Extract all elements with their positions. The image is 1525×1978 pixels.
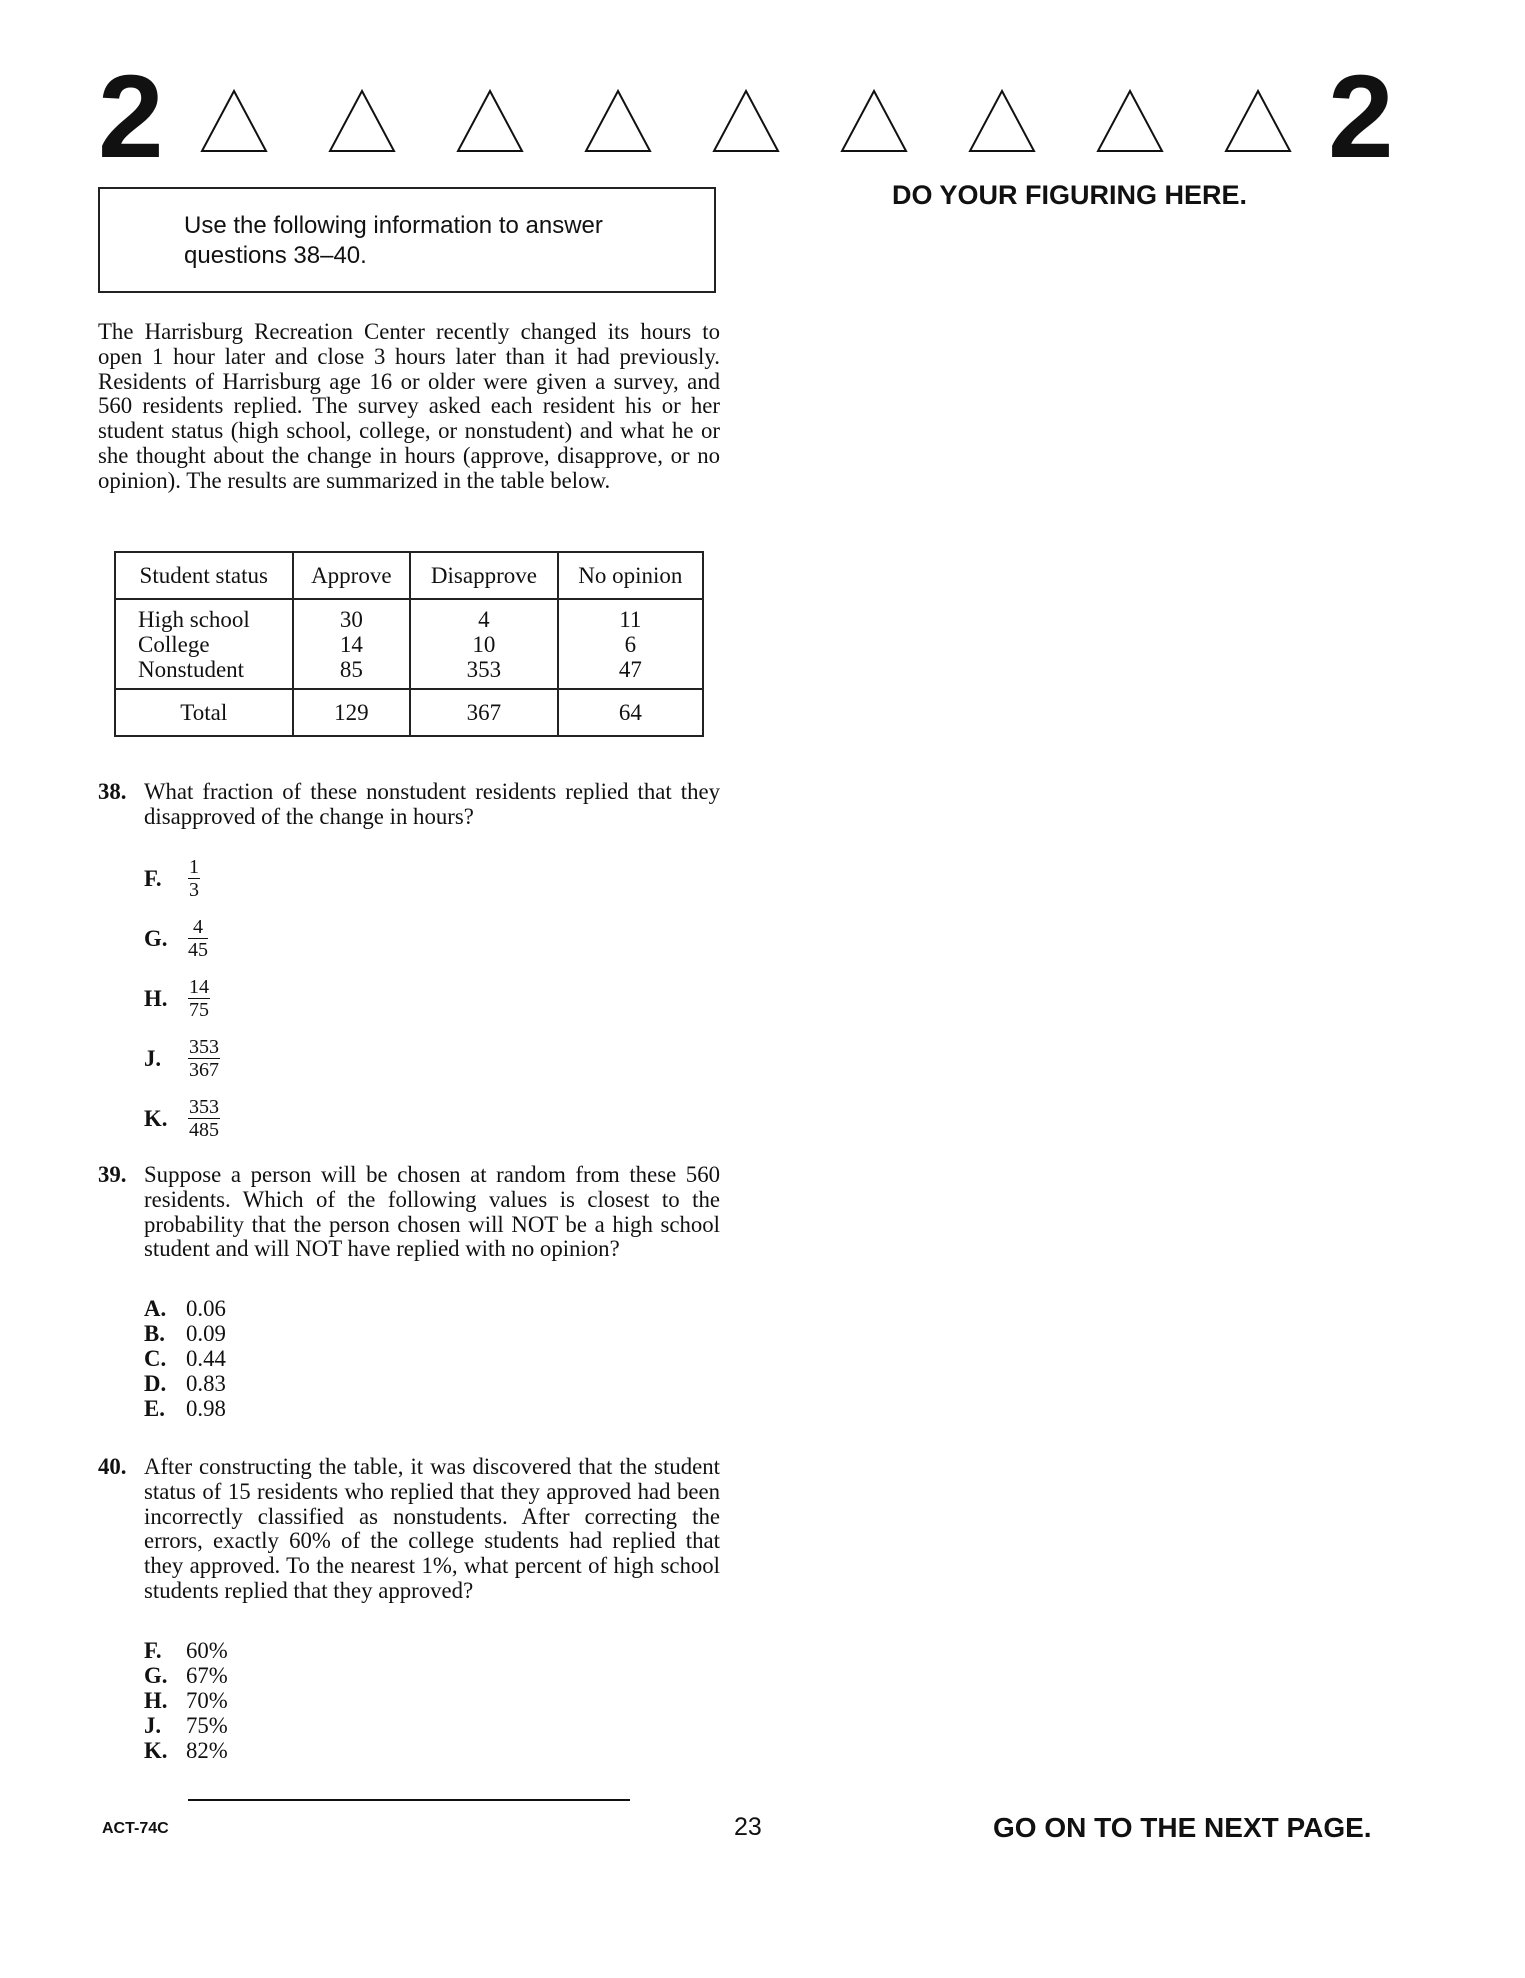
fraction — [188, 916, 208, 961]
option-value: 0.83 — [186, 1371, 226, 1396]
table-total-row — [115, 689, 703, 736]
answer-option-j[interactable] — [144, 1714, 228, 1739]
question-40 — [98, 1455, 720, 1604]
option-letter: G. — [144, 1663, 168, 1688]
table-body-row — [115, 599, 703, 689]
table-cell: 47 — [618, 656, 642, 682]
denominator: 45 — [188, 939, 208, 961]
table-cell: 6 — [624, 631, 637, 657]
denominator: 75 — [189, 999, 209, 1021]
info-box-text: Use the following information to answer questions 38–40. — [184, 212, 603, 269]
answer-option-f[interactable] — [144, 1639, 228, 1664]
option-letter: B. — [144, 1321, 165, 1346]
denominator: 485 — [189, 1119, 219, 1141]
fraction — [188, 1096, 220, 1141]
triangle-icon — [968, 88, 1036, 154]
triangle-icon — [328, 88, 396, 154]
footer-rule — [188, 1799, 630, 1801]
total-cell: 64 — [558, 689, 703, 736]
option-value: 0.06 — [186, 1296, 226, 1321]
option-letter: D. — [144, 1371, 167, 1396]
header-cell: Disapprove — [410, 552, 558, 599]
option-value: 0.09 — [186, 1321, 226, 1346]
question-stem: What fraction of these nonstudent residents replied that they disapproved of the change in hours? — [144, 779, 720, 829]
numerator: 353 — [189, 1036, 219, 1058]
option-value: 70% — [186, 1688, 228, 1713]
table-cell: 85 — [339, 656, 363, 682]
option-letter: J. — [144, 1713, 162, 1738]
section-number-right: 2 — [1328, 51, 1394, 183]
fraction — [188, 856, 200, 901]
table-cell: Nonstudent — [138, 656, 245, 682]
triangle-icon — [1224, 88, 1292, 154]
table-cell: 30 — [339, 606, 363, 632]
numerator: 353 — [189, 1096, 219, 1118]
total-cell: 129 — [293, 689, 411, 736]
answer-option-d[interactable] — [144, 1372, 226, 1397]
table-cell: 14 — [339, 631, 363, 657]
header-cell: Approve — [293, 552, 411, 599]
figuring-label: DO YOUR FIGURING HERE. — [892, 180, 1248, 210]
triangle-row — [200, 88, 1300, 160]
passage: The Harrisburg Recreation Center recently changed its hours to open 1 hour later and close 3 hours later than it had previously. Residents of Harrisburg age 16 or older were given a survey, and 560 residents replied. The survey asked each resident his or her student status (high school, college, or nonstudent) and what he or she thought about the change in hours (approve, disapprove, or no opinion). The results are summarized in the table below. — [98, 319, 720, 493]
triangle-icon — [840, 88, 908, 154]
table-cell: High school — [138, 606, 250, 632]
numerator: 1 — [189, 856, 199, 878]
option-letter: C. — [144, 1346, 167, 1371]
option-value: 75% — [186, 1713, 228, 1738]
option-letter: F. — [144, 866, 162, 891]
option-value: 67% — [186, 1663, 228, 1688]
table-header-row — [115, 552, 703, 599]
table-cell: 4 — [478, 606, 490, 632]
fraction — [188, 1036, 220, 1081]
option-letter: K. — [144, 1738, 168, 1763]
question-stem: Suppose a person will be chosen at random from these 560 residents. Which of the following values is closest to the probability that the person chosen will NOT be a high school student and will NOT have replied with no opinion? — [144, 1162, 720, 1262]
no-opinion-column — [558, 599, 703, 689]
triangle-icon — [456, 88, 524, 154]
triangle-icon — [584, 88, 652, 154]
option-value: 82% — [186, 1738, 228, 1763]
denominator: 367 — [189, 1059, 219, 1081]
approve-column — [293, 599, 411, 689]
answer-option-h[interactable] — [144, 1689, 228, 1714]
option-letter: J. — [144, 1046, 162, 1071]
answer-option-c[interactable] — [144, 1347, 226, 1372]
question-number: 39. — [98, 1162, 127, 1187]
disapprove-column — [410, 599, 558, 689]
info-box — [98, 187, 716, 293]
option-value: 60% — [186, 1638, 228, 1663]
numerator: 4 — [188, 916, 208, 939]
question-stem: After constructing the table, it was discovered that the student status of 15 residents who replied that they approved had been incorrectly classified as nonstudents. After correcting the errors, exactly 60% of the college students had replied that they approved. To the nearest 1%, what percent of high school students replied that they approved? — [144, 1454, 720, 1603]
fraction — [188, 976, 210, 1021]
page-number: 23 — [734, 1813, 762, 1841]
triangle-icon — [200, 88, 268, 154]
denominator: 3 — [189, 879, 199, 901]
total-label: Total — [115, 689, 293, 736]
option-letter: A. — [144, 1296, 167, 1321]
triangle-icon — [712, 88, 780, 154]
answer-option-g[interactable] — [144, 1664, 228, 1689]
table-cell: 353 — [466, 656, 502, 682]
section-number-left: 2 — [98, 51, 164, 183]
status-column — [115, 599, 293, 689]
option-letter: F. — [144, 1638, 162, 1663]
table-cell: 10 — [472, 631, 496, 657]
total-cell: 367 — [410, 689, 558, 736]
option-letter: H. — [144, 986, 168, 1011]
question-39 — [98, 1163, 720, 1262]
header-cell: No opinion — [558, 552, 703, 599]
option-letter: H. — [144, 1688, 168, 1713]
form-code: ACT-74C — [102, 1820, 169, 1837]
header-cell: Student status — [115, 552, 293, 599]
next-page-notice: GO ON TO THE NEXT PAGE. — [993, 1812, 1372, 1843]
survey-table — [114, 551, 704, 737]
table-cell: 11 — [619, 606, 642, 632]
question-38 — [98, 780, 720, 830]
option-value: 0.44 — [186, 1346, 226, 1371]
option-letter: G. — [144, 926, 168, 951]
question-number: 40. — [98, 1454, 127, 1479]
question-number: 38. — [98, 779, 127, 804]
answer-option-b[interactable] — [144, 1322, 226, 1347]
triangle-icon — [1096, 88, 1164, 154]
option-letter: K. — [144, 1106, 168, 1131]
table-cell: College — [138, 631, 210, 657]
answer-option-e[interactable] — [144, 1397, 226, 1422]
numerator: 14 — [189, 976, 209, 998]
answer-option-k[interactable] — [144, 1739, 228, 1764]
option-letter: E. — [144, 1396, 165, 1421]
option-value: 0.98 — [186, 1396, 226, 1421]
answer-option-a[interactable] — [144, 1297, 226, 1322]
